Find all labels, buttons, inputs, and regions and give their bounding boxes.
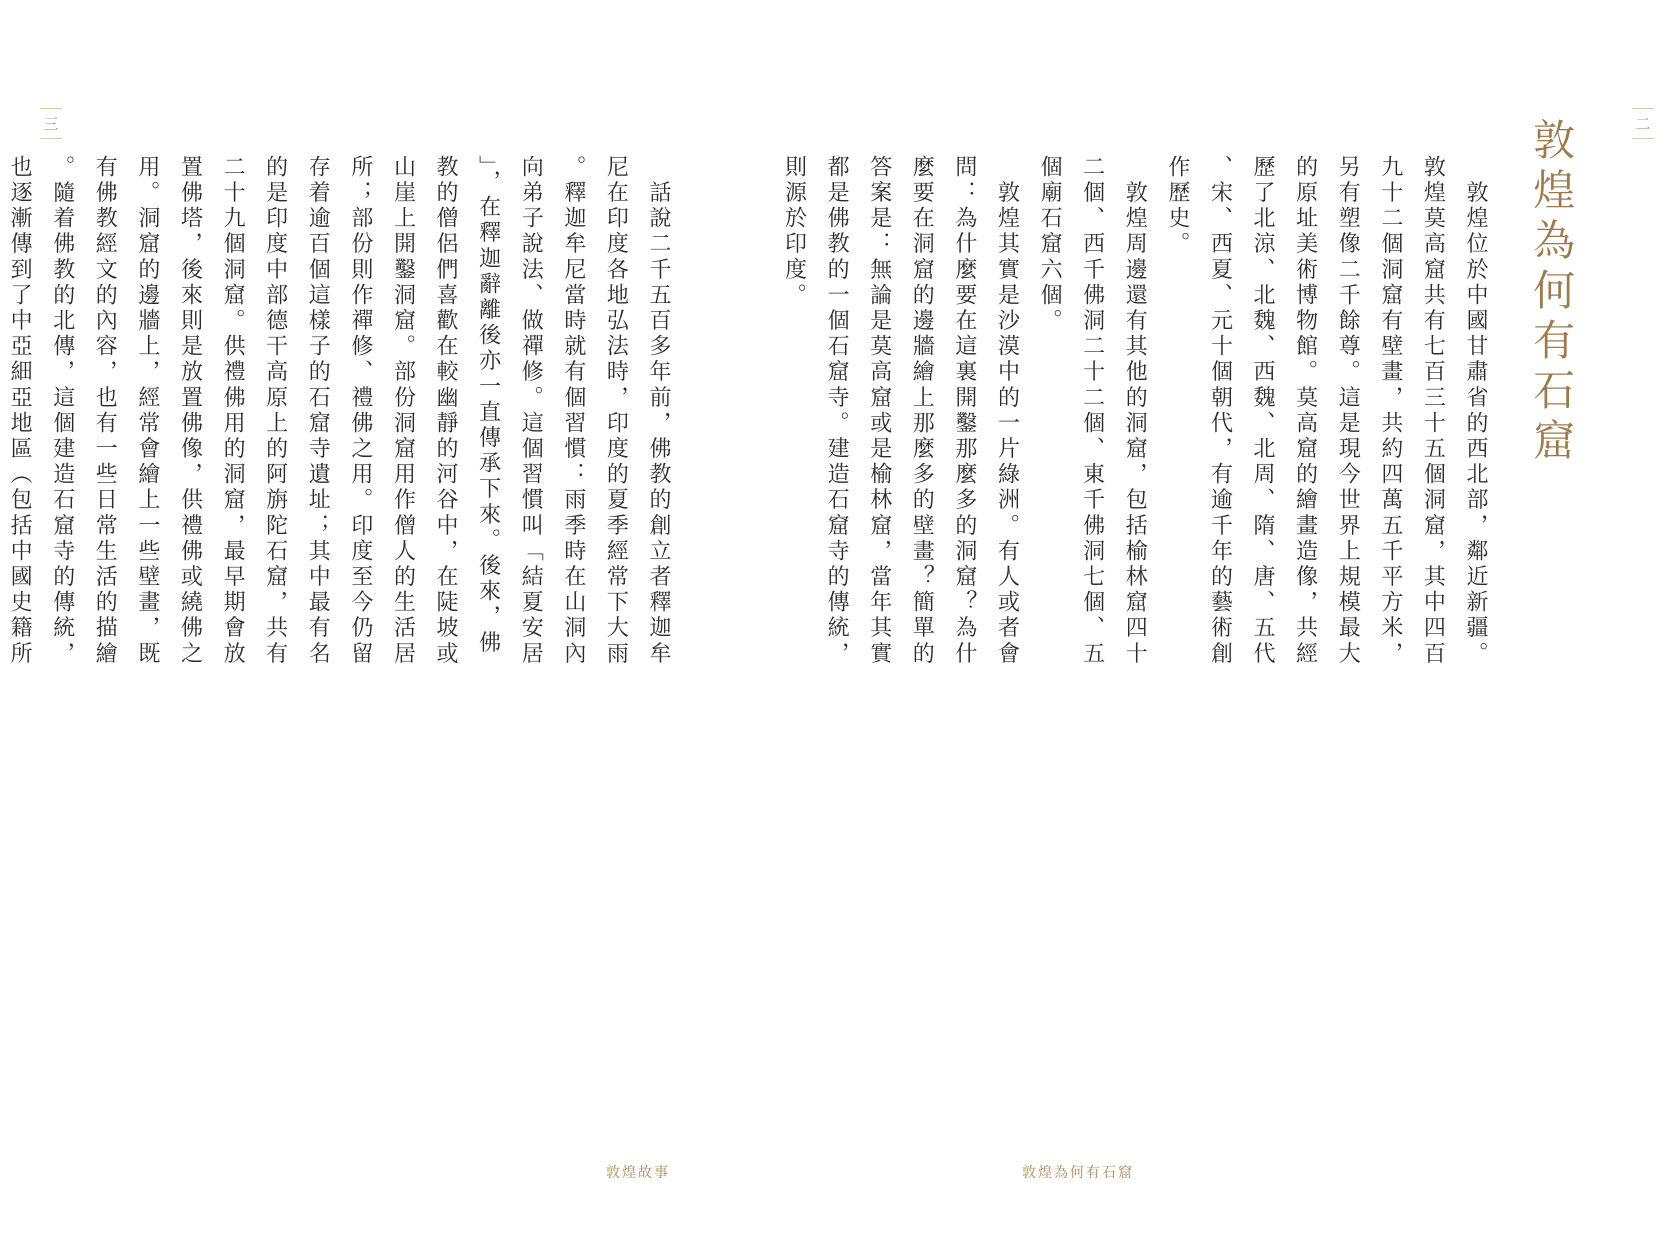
text-column: 所；部份則作禪修、禮佛之用。印度至今仍留 (347, 155, 373, 667)
text-column: 用。洞窟的邊牆上，經常會繪上一些壁畫，既 (134, 155, 160, 667)
text-column: 答案是：無論是莫高窟或是榆林窟，當年其實 (866, 155, 892, 667)
text-column: 話說二千五百多年前，佛教的創立者釋迦牟 (646, 155, 671, 667)
text-column: 山崖上開鑿洞窟。部份洞窟用作僧人的生活居 (390, 155, 416, 667)
right-page (781, 0, 1678, 1241)
text-column: 則源於印度。 (781, 155, 807, 309)
text-column: 」，在釋迦辭離後亦一直傳承下來。後來，佛 (475, 155, 501, 656)
text-column: 尼在印度各地弘法時，印度的夏季經常下大雨 (603, 155, 629, 667)
page-number: 三 (40, 104, 62, 143)
text-column: 。釋迦牟尼當時就有個習慣：雨季時在山洞內 (560, 155, 586, 667)
text-column: 、宋、西夏、元十個朝代，有逾千年的藝術創 (1207, 155, 1233, 667)
text-column: 向弟子說法、做禪修。這個習慣叫「結夏安居 (518, 155, 544, 667)
text-column: 敦煌周邊還有其他的洞窟，包括榆林窟四十 (1122, 155, 1148, 667)
text-column: 存着逾百個這樣子的石窟寺遺址；其中最有名 (305, 155, 331, 667)
text-column: 敦煌位於中國甘肅省的西北部，鄰近新疆。 (1463, 155, 1488, 667)
text-column: 也逐漸傳到了中亞細亞地區（包括中國史籍所 (7, 155, 33, 667)
text-column: 歷了北涼、北魏、西魏、北周、隋、唐、五代 (1250, 155, 1276, 667)
page-number: 二 (1632, 104, 1654, 143)
text-column: 二十九個洞窟。供禮佛用的洞窟，最早期會放 (220, 155, 246, 667)
text-column: 的原址美術博物館。莫高窟的繪畫造像，共經 (1292, 155, 1318, 667)
text-column: 有佛教經文的內容，也有一些日常生活的描繪 (92, 155, 118, 667)
text-column: 麼要在洞窟的邊牆繪上那麼多的壁畫？簡單的 (909, 155, 935, 667)
text-column: 教的僧侶們喜歡在較幽靜的河谷中，在陡坡或 (433, 155, 459, 667)
text-column: 敦煌莫高窟共有七百三十五個洞窟，其中四百 (1420, 155, 1446, 667)
text-column: 敦煌其實是沙漠中的一片綠洲。有人或者會 (994, 155, 1020, 667)
text-column: 置佛塔，後來則是放置佛像，供禮佛或繞佛之 (177, 155, 203, 667)
body-text (0, 155, 679, 1005)
text-column: 九十二個洞窟有壁畫，共約四萬五千平方米， (1377, 155, 1403, 667)
text-column: 的是印度中部德干高原上的阿旃陀石窟，共有 (262, 155, 288, 667)
running-footer: 敦煌故事 (606, 1165, 670, 1181)
running-footer: 敦煌為何有石窟 (1022, 1165, 1134, 1181)
text-column: 問：為什麼要在這裏開鑿那麼多的洞窟？為什 (951, 155, 977, 667)
body-text (772, 155, 1496, 1005)
text-column: 二個、西千佛洞二十二個、東千佛洞七個、五 (1079, 155, 1105, 667)
text-column: 另有塑像二千餘尊。這是現今世界上規模最大 (1335, 155, 1361, 667)
text-column: 都是佛教的一個石窟寺。建造石窟寺的傳統， (824, 155, 850, 667)
chapter-title: 敦煌為何有石窟 (1527, 118, 1577, 468)
text-column: 作歷史。 (1164, 155, 1190, 258)
text-column: 個廟石窟六個。 (1037, 155, 1063, 335)
text-column: 。隨着佛教的北傳，這個建造石窟寺的傳統， (49, 155, 75, 667)
